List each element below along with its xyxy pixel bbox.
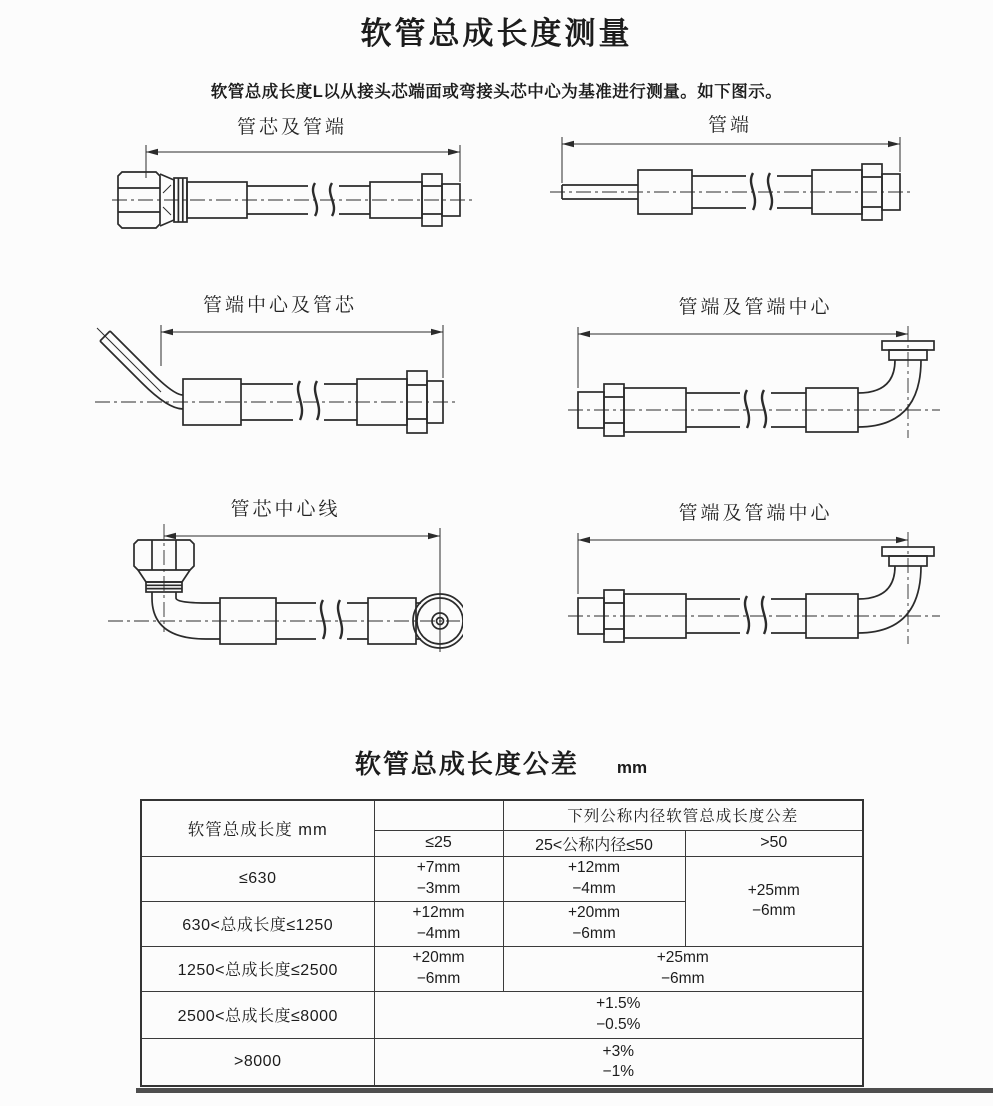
header-hose-length: 软管总成长度 mm — [141, 800, 374, 856]
table-row — [141, 991, 863, 1038]
tolerance-minus: −6mm — [752, 902, 796, 919]
figure-label-pipe-end: 管端 — [707, 114, 752, 136]
hose-diagram-core-and-pipe-end — [112, 138, 472, 243]
tolerance-minus: −1% — [602, 1062, 634, 1080]
tolerance-plus: +1.5% — [596, 995, 641, 1013]
tolerance-minus: −0.5% — [596, 1015, 641, 1033]
hose-diagram-pipe-end — [550, 130, 910, 235]
tolerance-cell — [374, 901, 503, 946]
header-bore-gt-50: >50 — [685, 830, 863, 856]
hose-body — [241, 381, 357, 420]
hose-diagram-core-centerline — [108, 518, 463, 668]
tolerance-minus: −4mm — [416, 924, 461, 942]
left-bent-tube — [100, 331, 241, 425]
dimension-line — [161, 325, 443, 378]
tolerance-minus: −6mm — [572, 924, 616, 942]
length-range-cell: 1250<总成长度≤2500 — [141, 946, 374, 991]
tolerance-plus: +20mm — [567, 904, 621, 922]
page-title: 软管总成长度测量 — [360, 16, 633, 51]
tolerance-plus: +3% — [602, 1042, 634, 1060]
table-title-row — [140, 744, 862, 781]
table-row — [141, 1038, 863, 1086]
tolerance-cell-merged — [374, 1038, 863, 1086]
table-title: 软管总成长度公差 — [354, 749, 579, 779]
right-elbow-flange-fitting — [858, 547, 934, 633]
dimension-line — [578, 533, 908, 594]
tolerance-minus: −6mm — [416, 969, 461, 987]
tolerance-minus: −3mm — [416, 879, 461, 897]
table-row — [141, 946, 863, 991]
hose-diagram-end-center-and-core — [95, 318, 465, 443]
tolerance-minus: −4mm — [572, 879, 616, 897]
header-bore-le-25: ≤25 — [374, 830, 503, 856]
tolerance-cell — [374, 946, 503, 991]
length-range-cell: 2500<总成长度≤8000 — [141, 991, 374, 1038]
page-subtitle: 软管总成长度L以从接头芯端面或弯接头芯中心为基准进行测量。如下图示。 — [210, 83, 783, 101]
dimension-line — [578, 327, 908, 388]
hose-diagram-end-and-end-center-1 — [568, 318, 943, 443]
tolerance-plus: +25mm — [656, 949, 709, 967]
tolerance-plus: +12mm — [412, 904, 465, 922]
tolerance-minus: −6mm — [661, 969, 705, 987]
figure-label-core-centerline: 管芯中心线 — [230, 498, 341, 520]
length-range-cell: >8000 — [141, 1038, 374, 1086]
tolerance-cell-merged — [374, 991, 863, 1038]
hose-body — [276, 600, 368, 639]
tolerance-table — [140, 799, 864, 1087]
header-empty-cell — [374, 800, 503, 830]
figure-label-core-and-pipe-end: 管芯及管端 — [236, 116, 347, 138]
tolerance-cell — [503, 901, 685, 946]
dimension-line — [146, 145, 460, 182]
tolerance-plus: +25mm — [747, 881, 800, 899]
header-bore-25-50: 25<公称内径≤50 — [503, 830, 685, 856]
table-header-row-1 — [141, 800, 863, 830]
tolerance-cell-merged — [685, 856, 863, 946]
left-elbow-swivel-fitting — [134, 540, 276, 644]
tolerance-plus: +12mm — [567, 859, 621, 877]
right-elbow-flange-fitting — [858, 341, 934, 427]
length-range-cell: ≤630 — [141, 856, 374, 901]
page-bottom-scan-edge — [136, 1088, 993, 1093]
length-range-cell: 630<总成长度≤1250 — [141, 901, 374, 946]
dimension-line — [164, 533, 440, 539]
header-tolerance-span: 下列公称内径软管总成长度公差 — [503, 800, 863, 830]
tolerance-cell — [503, 856, 685, 901]
hose-diagram-end-and-end-center-2 — [568, 524, 943, 649]
tolerance-plus: +20mm — [412, 949, 465, 967]
tolerance-cell-merged — [503, 946, 863, 991]
hose-body — [247, 183, 370, 216]
figure-label-end-center-and-core: 管端中心及管芯 — [202, 294, 357, 316]
table-row — [141, 856, 863, 901]
hose-body — [692, 173, 812, 210]
figure-label-end-and-end-center-1: 管端及管端中心 — [678, 296, 833, 318]
figure-label-end-and-end-center-2: 管端及管端中心 — [678, 502, 833, 524]
table-unit-label: mm — [616, 758, 648, 777]
tolerance-cell — [374, 856, 503, 901]
tolerance-plus: +7mm — [416, 859, 461, 877]
